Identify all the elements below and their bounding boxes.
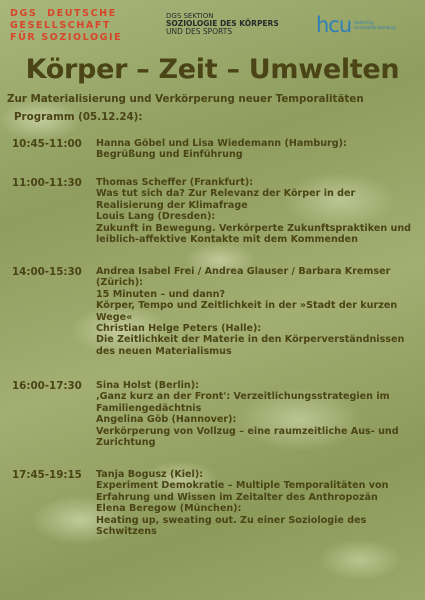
programm-heading: Programm (05.12.24): xyxy=(14,111,143,123)
block-content xyxy=(96,469,421,537)
talk-line: Realisierung der Klimafrage xyxy=(96,199,248,211)
talk-line: Was tut sich da? Zur Relevanz der Körper in der xyxy=(96,188,356,200)
speaker-line: Tanja Bogusz (Kiel): xyxy=(96,469,204,480)
talk-line: Schwitzens xyxy=(96,526,157,538)
speaker-line: Christian Helge Peters (Halle): xyxy=(96,323,262,335)
dgs-abbrev: DGS xyxy=(10,8,38,19)
talk-line: Die Zeitlichkeit der Materie in den Körperverständnissen xyxy=(96,334,405,346)
talk-line: Heating up, sweating out. Zu einer Soziologie des xyxy=(96,514,367,526)
speaker-line: Sina Holst (Berlin): xyxy=(96,380,199,391)
talk-line: 15 Minuten – und dann? xyxy=(96,288,226,300)
speaker-line: Hanna Göbel und Lisa Wiedemann (Hamburg): xyxy=(96,138,347,149)
dgs-fuer-soziologie: FÜR SOZIOLOGIE xyxy=(10,32,123,43)
page-subtitle: Zur Materialisierung und Verkörperung neuer Temporalitäten xyxy=(7,93,364,105)
speaker-line: Thomas Scheffer (Frankfurt): xyxy=(96,177,254,188)
talk-line: Körper, Tempo und Zeitlichkeit in der »Stadt der kurzen xyxy=(96,300,398,312)
time-slot: 16:00-17:30 xyxy=(12,380,82,392)
talk-line: leiblich-affektive Kontakte mit dem Kommenden xyxy=(96,234,359,246)
talk-line: Erfahrung und Wissen im Zeitalter des Anthropozän xyxy=(96,491,378,503)
talk-line: Experiment Demokratie – Multiple Temporalitäten von xyxy=(96,480,389,492)
hcu-mark: hcu xyxy=(316,13,352,37)
dgs-logo xyxy=(10,8,122,44)
hcu-logo xyxy=(316,14,396,36)
talk-line: des neuen Materialismus xyxy=(96,345,232,357)
block-content xyxy=(96,266,421,357)
block-content xyxy=(96,380,421,448)
page-title: Körper – Zeit – Umwelten xyxy=(25,54,400,85)
block-content xyxy=(96,177,421,245)
talk-line: ‚Ganz kurz an der Front': Verzeitlichungsstrategien im xyxy=(96,391,390,403)
block-content xyxy=(96,138,421,161)
section-logo-line1: DGS SEKTION xyxy=(166,12,214,20)
hcu-text: HafenCity Universität Hamburg xyxy=(354,20,396,30)
speaker-line: Andrea Isabel Frei / Andrea Glauser / Barbara Kremser xyxy=(96,266,391,277)
speaker-line: Elena Beregow (München): xyxy=(96,503,242,515)
section-logo-line2: SOZIOLOGIE DES KÖRPERS xyxy=(166,19,279,28)
section-logo-line3: UND DES SPORTS xyxy=(166,27,233,36)
dgs-deutsche: DEUTSCHE xyxy=(47,8,117,19)
speaker-line: Louis Lang (Dresden): xyxy=(96,211,216,223)
time-slot: 11:00-11:30 xyxy=(12,177,82,189)
speaker-line: (Zürich): xyxy=(96,277,143,289)
time-slot: 17:45-19:15 xyxy=(12,469,82,481)
time-slot: 10:45-11:00 xyxy=(12,138,82,150)
talk-line: Verkörperung von Vollzug – eine raumzeitliche Aus- und xyxy=(96,425,399,437)
talk-line: Wege« xyxy=(96,311,133,323)
talk-line: Familiengedächtnis xyxy=(96,402,202,414)
talk-line: Zukunft in Bewegung. Verkörperte Zukunftspraktiken und xyxy=(96,222,412,234)
section-logo xyxy=(166,12,279,36)
time-slot: 14:00-15:30 xyxy=(12,266,82,278)
talk-line: Begrüßung und Einführung xyxy=(96,149,243,161)
speaker-line: Angelina Göb (Hannover): xyxy=(96,414,237,426)
talk-line: Zurichtung xyxy=(96,437,156,449)
header xyxy=(0,0,425,52)
dgs-gesellschaft: GESELLSCHAFT xyxy=(10,20,112,31)
